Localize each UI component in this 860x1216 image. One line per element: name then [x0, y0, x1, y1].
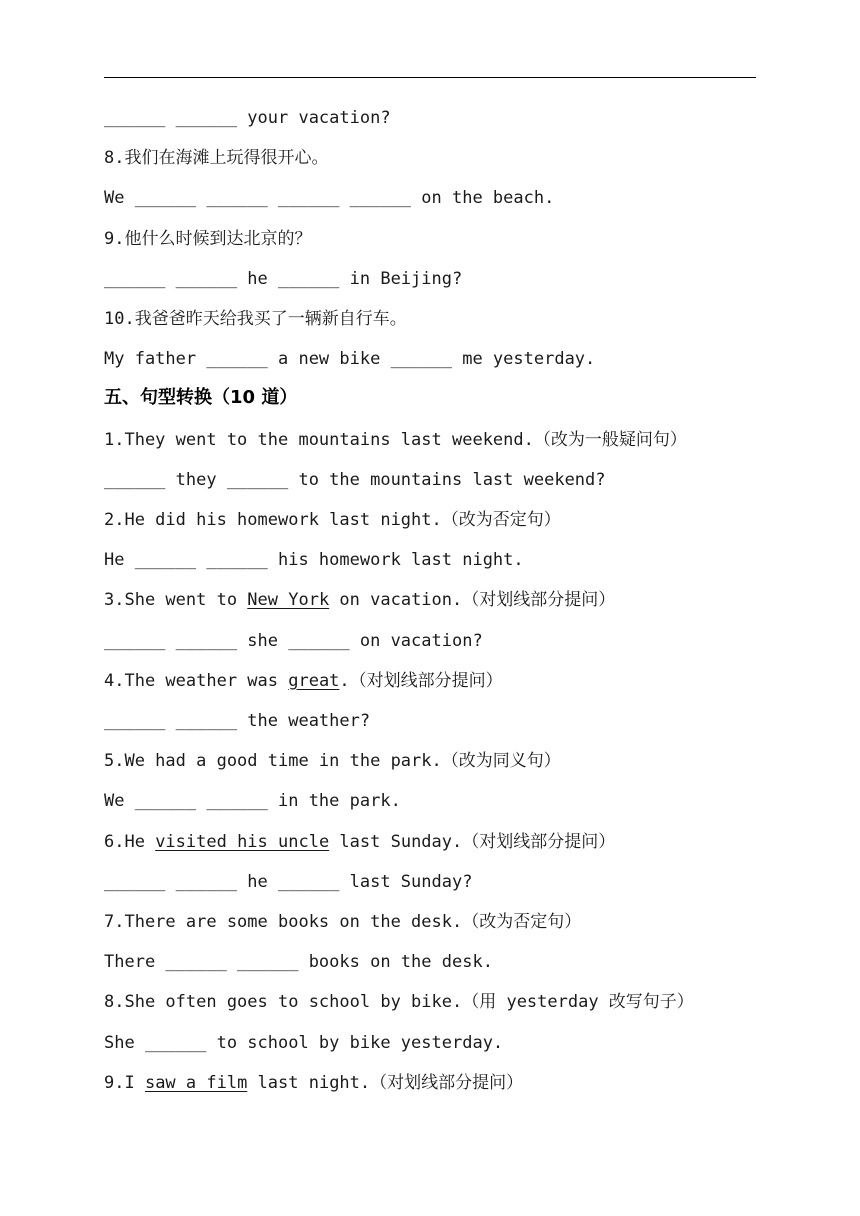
document-line [104, 830, 615, 854]
document-line [104, 789, 401, 813]
line-text: ______ ______ the weather? [104, 711, 371, 731]
document-line [104, 548, 524, 572]
line-text: 6.He [104, 831, 156, 852]
underlined-phrase: saw a film [144, 1072, 248, 1093]
line-text: 五、句型转换（10 道） [104, 387, 298, 409]
document-line [104, 709, 370, 733]
document-line [104, 669, 503, 693]
section-heading [104, 385, 297, 411]
line-text: 9.I [104, 1072, 145, 1093]
document-line [104, 910, 581, 934]
line-text: We ______ ______ ______ ______ on the beach. [104, 188, 555, 209]
line-text: We ______ ______ in the park. [104, 791, 401, 812]
line-text: 8.我们在海滩上玩得很开心。 [104, 148, 329, 169]
line-text: My father ______ a new bike ______ me yesterday. [104, 349, 596, 370]
line-text: 4.The weather was [104, 670, 289, 691]
document-line [104, 629, 483, 653]
line-text: 9.他什么时候到达北京的？ [104, 228, 312, 249]
underlined-phrase: New York [247, 590, 330, 611]
line-text: last Sunday.（对划线部分提问） [329, 831, 616, 852]
line-text: She ______ to school by bike yesterday. [104, 1032, 504, 1053]
underlined-phrase: great [288, 670, 340, 691]
line-text: ______ ______ your vacation? [104, 108, 391, 128]
line-text: 7.There are some books on the desk.（改为否定句） [104, 912, 582, 932]
line-text: 5.We had a good time in the park.（改为同义句） [104, 751, 561, 772]
document-line [104, 307, 407, 331]
document-line [104, 146, 328, 170]
document-line [104, 870, 472, 894]
document-line [104, 267, 462, 291]
line-text: on vacation.（对划线部分提问） [329, 590, 616, 611]
line-text: 1.They went to the mountains last weekend.（改为一般疑问句） [104, 429, 687, 450]
line-text: ______ ______ she ______ on vacation? [104, 630, 483, 651]
line-text: last night.（对划线部分提问） [247, 1072, 524, 1093]
document-line [104, 347, 595, 371]
line-text: ______ ______ he ______ in Beijing? [104, 268, 463, 289]
document-line [104, 588, 615, 612]
document-line [104, 749, 561, 773]
document-line [104, 1031, 503, 1055]
underlined-phrase: visited his uncle [155, 831, 330, 852]
line-text: 2.He did his homework last night.（改为否定句） [104, 510, 561, 530]
document-line [104, 950, 493, 974]
document-line [104, 508, 561, 532]
document-line [104, 990, 694, 1014]
document-line [104, 227, 311, 251]
line-text: ______ ______ he ______ last Sunday? [104, 871, 473, 892]
document-line [104, 468, 606, 492]
document-line [104, 428, 687, 452]
line-text: .（对划线部分提问） [339, 670, 503, 691]
line-text: 8.She often goes to school by bike.（用 yesterday 改写句子） [104, 992, 694, 1013]
line-text: 10.我爸爸昨天给我买了一辆新自行车。 [104, 309, 407, 329]
document-line [104, 186, 554, 210]
line-text: He ______ ______ his homework last night. [104, 550, 524, 571]
line-text: ______ they ______ to the mountains last weekend? [104, 469, 606, 490]
document-line [104, 106, 391, 130]
line-text: 3.She went to [104, 590, 248, 611]
document-line [104, 1071, 523, 1095]
line-text: There ______ ______ books on the desk. [104, 952, 493, 973]
header-rule [104, 77, 756, 78]
